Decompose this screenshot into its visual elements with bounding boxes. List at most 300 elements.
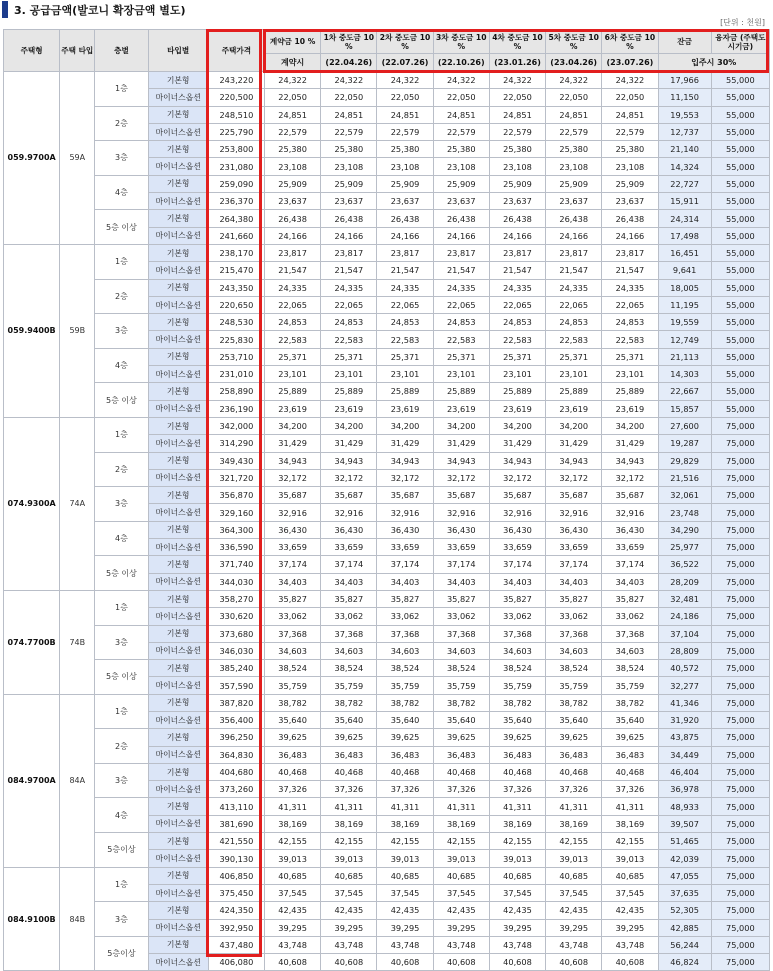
installment-cell: 24,853 [377, 314, 433, 331]
installment-cell: 33,062 [377, 608, 433, 625]
installment-cell: 35,687 [321, 487, 377, 504]
housing-tag-cell: 74B [60, 590, 95, 694]
header-mid4-date: (23.01.26) [489, 54, 545, 72]
option-type-cell: 기본형 [148, 141, 208, 158]
installment-cell: 23,101 [433, 366, 489, 383]
balance-cell: 43,875 [658, 729, 711, 746]
installment-cell: 23,101 [377, 366, 433, 383]
option-type-cell: 기본형 [148, 798, 208, 815]
option-type-cell: 마이너스옵션 [148, 296, 208, 313]
loan-cell: 75,000 [711, 954, 769, 971]
installment-cell: 23,637 [433, 193, 489, 210]
installment-cell: 39,013 [489, 850, 545, 867]
price-cell: 248,510 [208, 106, 264, 123]
installment-cell: 41,311 [546, 798, 602, 815]
installment-cell: 39,295 [489, 919, 545, 936]
installment-cell: 33,659 [265, 539, 321, 556]
installment-cell: 39,625 [321, 729, 377, 746]
installment-cell: 23,101 [546, 366, 602, 383]
installment-cell: 25,371 [489, 348, 545, 365]
installment-cell: 37,368 [433, 625, 489, 642]
installment-cell: 39,295 [265, 919, 321, 936]
installment-cell: 26,438 [602, 210, 658, 227]
installment-cell: 25,889 [265, 383, 321, 400]
installment-cell: 22,583 [265, 331, 321, 348]
price-cell: 314,290 [208, 435, 264, 452]
installment-cell: 23,817 [265, 244, 321, 261]
installment-cell: 37,326 [377, 781, 433, 798]
installment-cell: 24,851 [602, 106, 658, 123]
installment-cell: 37,368 [377, 625, 433, 642]
loan-cell: 75,000 [711, 608, 769, 625]
installment-cell: 24,322 [321, 72, 377, 89]
floor-cell: 1층 [95, 417, 148, 452]
installment-cell: 23,817 [546, 244, 602, 261]
table-row [4, 487, 770, 504]
installment-cell: 43,748 [433, 936, 489, 953]
installment-cell: 24,335 [265, 279, 321, 296]
installment-cell: 35,759 [265, 677, 321, 694]
balance-cell: 9,641 [658, 262, 711, 279]
balance-cell: 46,824 [658, 954, 711, 971]
installment-cell: 36,430 [433, 521, 489, 538]
installment-cell: 40,468 [433, 763, 489, 780]
balance-cell: 32,277 [658, 677, 711, 694]
loan-cell: 75,000 [711, 573, 769, 590]
installment-cell: 37,174 [546, 556, 602, 573]
installment-cell: 32,916 [265, 504, 321, 521]
balance-cell: 21,140 [658, 141, 711, 158]
header-loan: 융자금 (주택도시기금) [711, 30, 769, 54]
installment-cell: 24,322 [265, 72, 321, 89]
option-type-cell: 마이너스옵션 [148, 642, 208, 659]
installment-cell: 34,603 [377, 642, 433, 659]
price-cell: 236,190 [208, 400, 264, 417]
installment-cell: 37,174 [321, 556, 377, 573]
installment-cell: 36,430 [265, 521, 321, 538]
installment-cell: 42,155 [546, 833, 602, 850]
price-cell: 406,080 [208, 954, 264, 971]
loan-cell: 75,000 [711, 936, 769, 953]
loan-cell: 55,000 [711, 106, 769, 123]
option-type-cell: 기본형 [148, 417, 208, 434]
header-mid1: 1차 중도금 10 % [321, 30, 377, 54]
installment-cell: 35,759 [546, 677, 602, 694]
balance-cell: 28,809 [658, 642, 711, 659]
installment-cell: 35,827 [265, 590, 321, 607]
option-type-cell: 기본형 [148, 902, 208, 919]
installment-cell: 39,013 [433, 850, 489, 867]
option-type-cell: 기본형 [148, 590, 208, 607]
price-cell: 364,830 [208, 746, 264, 763]
floor-cell: 3층 [95, 314, 148, 349]
floor-cell: 5층이상 [95, 936, 148, 971]
installment-cell: 25,909 [489, 175, 545, 192]
balance-cell: 47,055 [658, 867, 711, 884]
floor-cell: 2층 [95, 452, 148, 487]
price-cell: 321,720 [208, 469, 264, 486]
balance-cell: 24,314 [658, 210, 711, 227]
installment-cell: 37,174 [433, 556, 489, 573]
option-type-cell: 기본형 [148, 244, 208, 261]
installment-cell: 33,659 [602, 539, 658, 556]
loan-cell: 75,000 [711, 642, 769, 659]
loan-cell: 75,000 [711, 556, 769, 573]
installment-cell: 39,625 [377, 729, 433, 746]
installment-cell: 38,524 [546, 660, 602, 677]
installment-cell: 26,438 [265, 210, 321, 227]
option-type-cell: 마이너스옵션 [148, 123, 208, 140]
installment-cell: 39,295 [321, 919, 377, 936]
installment-cell: 38,169 [265, 815, 321, 832]
loan-cell: 75,000 [711, 435, 769, 452]
balance-cell: 51,465 [658, 833, 711, 850]
installment-cell: 32,172 [321, 469, 377, 486]
option-type-cell: 마이너스옵션 [148, 158, 208, 175]
installment-cell: 35,827 [489, 590, 545, 607]
installment-cell: 24,851 [433, 106, 489, 123]
installment-cell: 42,435 [265, 902, 321, 919]
balance-cell: 39,507 [658, 815, 711, 832]
price-cell: 215,470 [208, 262, 264, 279]
installment-cell: 33,062 [546, 608, 602, 625]
installment-cell: 39,013 [265, 850, 321, 867]
loan-cell: 55,000 [711, 227, 769, 244]
balance-cell: 36,978 [658, 781, 711, 798]
installment-cell: 26,438 [321, 210, 377, 227]
installment-cell: 39,013 [321, 850, 377, 867]
installment-cell: 25,909 [602, 175, 658, 192]
balance-cell: 19,287 [658, 435, 711, 452]
installment-cell: 40,468 [377, 763, 433, 780]
installment-cell: 22,065 [265, 296, 321, 313]
floor-cell: 1층 [95, 590, 148, 625]
installment-cell: 35,687 [265, 487, 321, 504]
installment-cell: 35,640 [433, 711, 489, 728]
loan-cell: 75,000 [711, 452, 769, 469]
table-body [4, 72, 770, 971]
installment-cell: 35,827 [546, 590, 602, 607]
installment-cell: 24,322 [489, 72, 545, 89]
installment-cell: 33,659 [546, 539, 602, 556]
installment-cell: 35,687 [602, 487, 658, 504]
price-cell: 358,270 [208, 590, 264, 607]
installment-cell: 37,368 [602, 625, 658, 642]
installment-cell: 35,759 [433, 677, 489, 694]
balance-cell: 31,920 [658, 711, 711, 728]
price-cell: 381,690 [208, 815, 264, 832]
installment-cell: 42,155 [265, 833, 321, 850]
installment-cell: 23,108 [546, 158, 602, 175]
installment-cell: 36,483 [377, 746, 433, 763]
balance-cell: 29,829 [658, 452, 711, 469]
installment-cell: 34,200 [433, 417, 489, 434]
installment-cell: 26,438 [377, 210, 433, 227]
price-cell: 220,650 [208, 296, 264, 313]
installment-cell: 25,889 [377, 383, 433, 400]
installment-cell: 23,108 [433, 158, 489, 175]
installment-cell: 41,311 [321, 798, 377, 815]
option-type-cell: 기본형 [148, 487, 208, 504]
price-cell: 392,950 [208, 919, 264, 936]
installment-cell: 40,685 [265, 867, 321, 884]
price-cell: 396,250 [208, 729, 264, 746]
installment-cell: 40,468 [602, 763, 658, 780]
installment-cell: 40,685 [433, 867, 489, 884]
balance-cell: 25,977 [658, 539, 711, 556]
installment-cell: 32,172 [546, 469, 602, 486]
table-row [4, 798, 770, 815]
balance-cell: 23,748 [658, 504, 711, 521]
installment-cell: 23,108 [321, 158, 377, 175]
installment-cell: 35,640 [265, 711, 321, 728]
balance-cell: 22,667 [658, 383, 711, 400]
price-cell: 220,500 [208, 89, 264, 106]
installment-cell: 22,579 [265, 123, 321, 140]
installment-cell: 37,545 [489, 884, 545, 901]
installment-cell: 34,943 [377, 452, 433, 469]
price-cell: 248,530 [208, 314, 264, 331]
loan-cell: 55,000 [711, 279, 769, 296]
installment-cell: 38,782 [489, 694, 545, 711]
price-cell: 373,680 [208, 625, 264, 642]
price-cell: 344,030 [208, 573, 264, 590]
loan-cell: 55,000 [711, 89, 769, 106]
price-cell: 329,160 [208, 504, 264, 521]
floor-cell: 5층 이상 [95, 556, 148, 591]
installment-cell: 38,524 [377, 660, 433, 677]
table-row [4, 833, 770, 850]
balance-cell: 21,516 [658, 469, 711, 486]
installment-cell: 24,166 [265, 227, 321, 244]
installment-cell: 22,050 [489, 89, 545, 106]
installment-cell: 33,062 [489, 608, 545, 625]
installment-cell: 24,322 [546, 72, 602, 89]
loan-cell: 75,000 [711, 884, 769, 901]
installment-cell: 34,200 [377, 417, 433, 434]
installment-cell: 35,827 [377, 590, 433, 607]
installment-cell: 36,483 [546, 746, 602, 763]
installment-cell: 34,603 [602, 642, 658, 659]
header-balance-when: 입주시 30% [658, 54, 769, 72]
option-type-cell: 마이너스옵션 [148, 850, 208, 867]
installment-cell: 32,916 [602, 504, 658, 521]
installment-cell: 38,782 [321, 694, 377, 711]
installment-cell: 34,943 [546, 452, 602, 469]
installment-cell: 24,851 [489, 106, 545, 123]
installment-cell: 35,640 [602, 711, 658, 728]
installment-cell: 37,174 [265, 556, 321, 573]
balance-cell: 42,039 [658, 850, 711, 867]
installment-cell: 34,603 [546, 642, 602, 659]
header-mid6: 6차 중도금 10 % [602, 30, 658, 54]
installment-cell: 40,608 [377, 954, 433, 971]
floor-cell: 1층 [95, 72, 148, 107]
supply-price-table [3, 29, 770, 971]
installment-cell: 42,435 [377, 902, 433, 919]
floor-cell: 3층 [95, 141, 148, 176]
installment-cell: 37,545 [433, 884, 489, 901]
installment-cell: 37,545 [602, 884, 658, 901]
option-type-cell: 마이너스옵션 [148, 504, 208, 521]
balance-cell: 14,324 [658, 158, 711, 175]
installment-cell: 37,326 [265, 781, 321, 798]
installment-cell: 39,625 [265, 729, 321, 746]
installment-cell: 34,200 [321, 417, 377, 434]
option-type-cell: 마이너스옵션 [148, 746, 208, 763]
loan-cell: 55,000 [711, 158, 769, 175]
installment-cell: 25,380 [546, 141, 602, 158]
balance-cell: 15,857 [658, 400, 711, 417]
table-row [4, 902, 770, 919]
installment-cell: 39,625 [489, 729, 545, 746]
installment-cell: 25,380 [433, 141, 489, 158]
installment-cell: 25,371 [265, 348, 321, 365]
loan-cell: 75,000 [711, 815, 769, 832]
installment-cell: 23,637 [489, 193, 545, 210]
installment-cell: 34,603 [489, 642, 545, 659]
installment-cell: 32,916 [546, 504, 602, 521]
option-type-cell: 마이너스옵션 [148, 331, 208, 348]
installment-cell: 22,065 [377, 296, 433, 313]
installment-cell: 39,295 [602, 919, 658, 936]
price-cell: 253,710 [208, 348, 264, 365]
option-type-cell: 기본형 [148, 106, 208, 123]
installment-cell: 43,748 [377, 936, 433, 953]
installment-cell: 36,483 [489, 746, 545, 763]
price-cell: 390,130 [208, 850, 264, 867]
table-row [4, 936, 770, 953]
loan-cell: 55,000 [711, 244, 769, 261]
table-row [4, 625, 770, 642]
option-type-cell: 마이너스옵션 [148, 781, 208, 798]
option-type-cell: 기본형 [148, 210, 208, 227]
installment-cell: 38,169 [321, 815, 377, 832]
installment-cell: 35,640 [489, 711, 545, 728]
installment-cell: 23,101 [265, 366, 321, 383]
installment-cell: 31,429 [377, 435, 433, 452]
housing-tag-cell: 84B [60, 867, 95, 971]
loan-cell: 75,000 [711, 902, 769, 919]
installment-cell: 22,583 [602, 331, 658, 348]
header-mid5: 5차 중도금 10 % [546, 30, 602, 54]
installment-cell: 37,368 [489, 625, 545, 642]
installment-cell: 35,687 [546, 487, 602, 504]
installment-cell: 23,817 [489, 244, 545, 261]
installment-cell: 41,311 [489, 798, 545, 815]
loan-cell: 55,000 [711, 262, 769, 279]
installment-cell: 23,637 [602, 193, 658, 210]
installment-cell: 35,759 [377, 677, 433, 694]
installment-cell: 40,468 [489, 763, 545, 780]
price-cell: 349,430 [208, 452, 264, 469]
installment-cell: 32,916 [489, 504, 545, 521]
option-type-cell: 마이너스옵션 [148, 539, 208, 556]
installment-cell: 26,438 [433, 210, 489, 227]
installment-cell: 43,748 [546, 936, 602, 953]
installment-cell: 22,065 [321, 296, 377, 313]
installment-cell: 25,909 [546, 175, 602, 192]
price-cell: 238,170 [208, 244, 264, 261]
floor-cell: 1층 [95, 694, 148, 729]
table-row [4, 175, 770, 192]
loan-cell: 75,000 [711, 660, 769, 677]
installment-cell: 40,685 [546, 867, 602, 884]
installment-cell: 39,013 [602, 850, 658, 867]
installment-cell: 37,326 [602, 781, 658, 798]
option-type-cell: 기본형 [148, 348, 208, 365]
installment-cell: 37,545 [321, 884, 377, 901]
header-type: 타입별 [148, 30, 208, 72]
option-type-cell: 기본형 [148, 383, 208, 400]
floor-cell: 2층 [95, 729, 148, 764]
price-cell: 231,080 [208, 158, 264, 175]
installment-cell: 39,013 [546, 850, 602, 867]
floor-cell: 1층 [95, 867, 148, 902]
installment-cell: 35,827 [433, 590, 489, 607]
price-cell: 330,620 [208, 608, 264, 625]
installment-cell: 23,108 [602, 158, 658, 175]
balance-cell: 37,635 [658, 884, 711, 901]
loan-cell: 75,000 [711, 590, 769, 607]
loan-cell: 75,000 [711, 625, 769, 642]
installment-cell: 25,371 [321, 348, 377, 365]
installment-cell: 23,108 [377, 158, 433, 175]
header-mid5-date: (23.04.26) [546, 54, 602, 72]
installment-cell: 38,524 [433, 660, 489, 677]
installment-cell: 24,851 [546, 106, 602, 123]
installment-cell: 31,429 [265, 435, 321, 452]
loan-cell: 75,000 [711, 781, 769, 798]
installment-cell: 32,172 [377, 469, 433, 486]
installment-cell: 43,748 [602, 936, 658, 953]
installment-cell: 22,579 [377, 123, 433, 140]
installment-cell: 23,619 [265, 400, 321, 417]
table-row [4, 590, 770, 607]
option-type-cell: 기본형 [148, 833, 208, 850]
table-row [4, 314, 770, 331]
installment-cell: 37,326 [321, 781, 377, 798]
installment-cell: 25,380 [377, 141, 433, 158]
installment-cell: 22,050 [602, 89, 658, 106]
installment-cell: 40,685 [489, 867, 545, 884]
installment-cell: 33,659 [321, 539, 377, 556]
header-housing-tag: 주택 타입 [60, 30, 95, 72]
balance-cell: 24,186 [658, 608, 711, 625]
installment-cell: 36,430 [377, 521, 433, 538]
balance-cell: 41,346 [658, 694, 711, 711]
installment-cell: 33,062 [602, 608, 658, 625]
installment-cell: 22,065 [546, 296, 602, 313]
installment-cell: 39,295 [433, 919, 489, 936]
installment-cell: 36,483 [433, 746, 489, 763]
price-cell: 413,110 [208, 798, 264, 815]
option-type-cell: 기본형 [148, 279, 208, 296]
balance-cell: 11,150 [658, 89, 711, 106]
housing-tag-cell: 59A [60, 72, 95, 245]
installment-cell: 38,782 [433, 694, 489, 711]
option-type-cell: 기본형 [148, 175, 208, 192]
installment-cell: 42,155 [321, 833, 377, 850]
option-type-cell: 기본형 [148, 556, 208, 573]
installment-cell: 39,625 [433, 729, 489, 746]
option-type-cell: 기본형 [148, 314, 208, 331]
floor-cell: 3층 [95, 487, 148, 522]
installment-cell: 22,583 [546, 331, 602, 348]
loan-cell: 75,000 [711, 694, 769, 711]
housing-tag-cell: 59B [60, 244, 95, 417]
installment-cell: 37,368 [265, 625, 321, 642]
